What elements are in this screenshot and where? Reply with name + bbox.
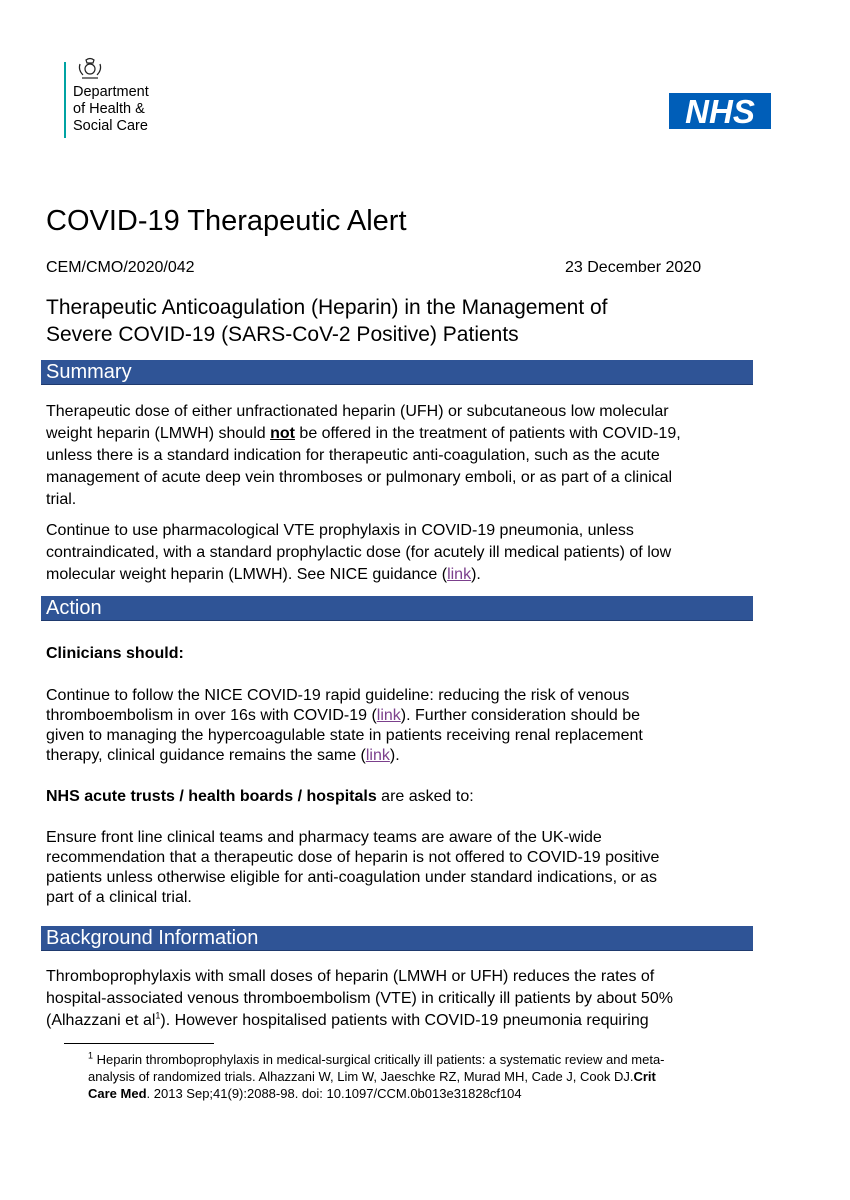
text-run: be offered in the treatment of patients with COVID-19,: [294, 425, 681, 442]
document-subtitle: [46, 294, 608, 348]
clinicians-heading: [46, 643, 758, 665]
text-line: given to managing the hypercoagulable state in patients receiving renal replacement: [46, 727, 643, 744]
text-run: ).: [471, 566, 481, 583]
text-line: [46, 423, 758, 445]
footnote-line: [88, 1051, 665, 1068]
text-run: ). Further consideration should be: [400, 707, 641, 724]
text-line: Thromboprophylaxis with small doses of heparin (LMWH or UFH) reduces the rates of: [46, 968, 655, 985]
action-paragraph-2: [46, 828, 758, 908]
emphasis-not: not: [270, 425, 295, 442]
text-line: unless there is a standard indication for therapeutic anti-coagulation, such as the acute: [46, 447, 660, 464]
text-line: [46, 746, 758, 766]
subtitle-line: Therapeutic Anticoagulation (Heparin) in the Management of: [46, 296, 608, 319]
text-line: Therapeutic dose of either unfractionated heparin (UFH) or subcutaneous low molecular: [46, 403, 669, 420]
footnote-line: [88, 1068, 656, 1085]
royal-crest-icon: [76, 56, 104, 82]
text-run: (Alhazzani et al: [46, 1012, 156, 1029]
text-run: weight heparin (LMWH) should: [46, 425, 271, 442]
summary-paragraph-2: [46, 520, 758, 586]
reference-number: CEM/CMO/2020/042: [46, 259, 195, 276]
nhs-logo-text: NHS: [685, 93, 755, 129]
dhsc-line: Social Care: [73, 118, 148, 134]
section-header-summary: Summary: [41, 360, 753, 385]
section-header-action: Action: [41, 596, 753, 621]
trusts-intro: [46, 786, 758, 808]
dhsc-logo-text: [73, 84, 149, 135]
footnote-divider: [64, 1043, 214, 1044]
text-run: ).: [389, 747, 400, 764]
text-line: [46, 1010, 758, 1032]
trusts-bold: NHS acute trusts / health boards / hospitals: [46, 788, 377, 805]
text-run: therapy, clinical guidance remains the same (: [46, 747, 366, 764]
section-header-background: Background Information: [41, 926, 753, 951]
dhsc-line: Department: [73, 84, 149, 100]
journal-name: Care Med: [88, 1086, 147, 1101]
dhsc-line: of Health &: [73, 101, 145, 117]
text-line: patients unless otherwise eligible for anti-coagulation under standard indications, or as: [46, 869, 658, 886]
dhsc-logo-rule: [64, 62, 66, 138]
nice-rapid-guideline-link[interactable]: link: [376, 707, 401, 724]
text-run: analysis of randomized trials. Alhazzani W, Lim W, Jaeschke RZ, Murad MH, Cade J, Cook DJ.: [88, 1069, 634, 1084]
text-line: hospital-associated venous thromboembolism (VTE) in critically ill patients by about 50%: [46, 990, 673, 1007]
renal-guidance-link[interactable]: link: [365, 747, 390, 764]
text-line: [46, 786, 758, 808]
text-run: Heparin thromboprophylaxis in medical-surgical critically ill patients: a systematic review and meta-: [93, 1052, 665, 1067]
text-line: [46, 564, 758, 586]
text-run: thromboembolism in over 16s with COVID-19 (: [46, 707, 377, 724]
text-line: [46, 706, 758, 726]
text-line: part of a clinical trial.: [46, 889, 192, 906]
text-run: molecular weight heparin (LMWH). See NICE guidance (: [46, 566, 448, 583]
text-run: . 2013 Sep;41(9):2088-98. doi: 10.1097/CCM.0b013e31828cf104: [146, 1086, 522, 1101]
footnote-marker: 1: [88, 1050, 94, 1061]
action-paragraph-1: [46, 686, 758, 766]
text-line: Continue to use pharmacological VTE prophylaxis in COVID-19 pneumonia, unless: [46, 522, 634, 539]
text-line: Ensure front line clinical teams and pharmacy teams are aware of the UK-wide: [46, 829, 602, 846]
text-line: contraindicated, with a standard prophylactic dose (for acutely ill medical patients) of low: [46, 544, 672, 561]
clinicians-heading-text: Clinicians should:: [46, 645, 184, 662]
footnote-line: [88, 1085, 522, 1102]
text-run: are asked to:: [376, 788, 474, 805]
journal-name: Crit: [633, 1069, 656, 1084]
summary-paragraph-1: [46, 401, 758, 511]
subtitle-line: Severe COVID-19 (SARS-CoV-2 Positive) Patients: [46, 323, 519, 346]
text-line: recommendation that a therapeutic dose of heparin is not offered to COVID-19 positive: [46, 849, 660, 866]
footnote-ref: 1: [155, 1010, 161, 1021]
text-line: trial.: [46, 491, 77, 508]
text-line: Continue to follow the NICE COVID-19 rapid guideline: reducing the risk of venous: [46, 687, 630, 704]
text-run: ). However hospitalised patients with COVID-19 pneumonia requiring: [160, 1012, 649, 1029]
document-date: 23 December 2020: [565, 259, 702, 276]
page-title: COVID-19 Therapeutic Alert: [46, 205, 407, 237]
nhs-logo: [669, 93, 771, 129]
text-line: management of acute deep vein thromboses or pulmonary emboli, or as part of a clinical: [46, 469, 673, 486]
nice-guidance-link[interactable]: link: [447, 566, 472, 583]
background-paragraph-1: [46, 966, 758, 1032]
